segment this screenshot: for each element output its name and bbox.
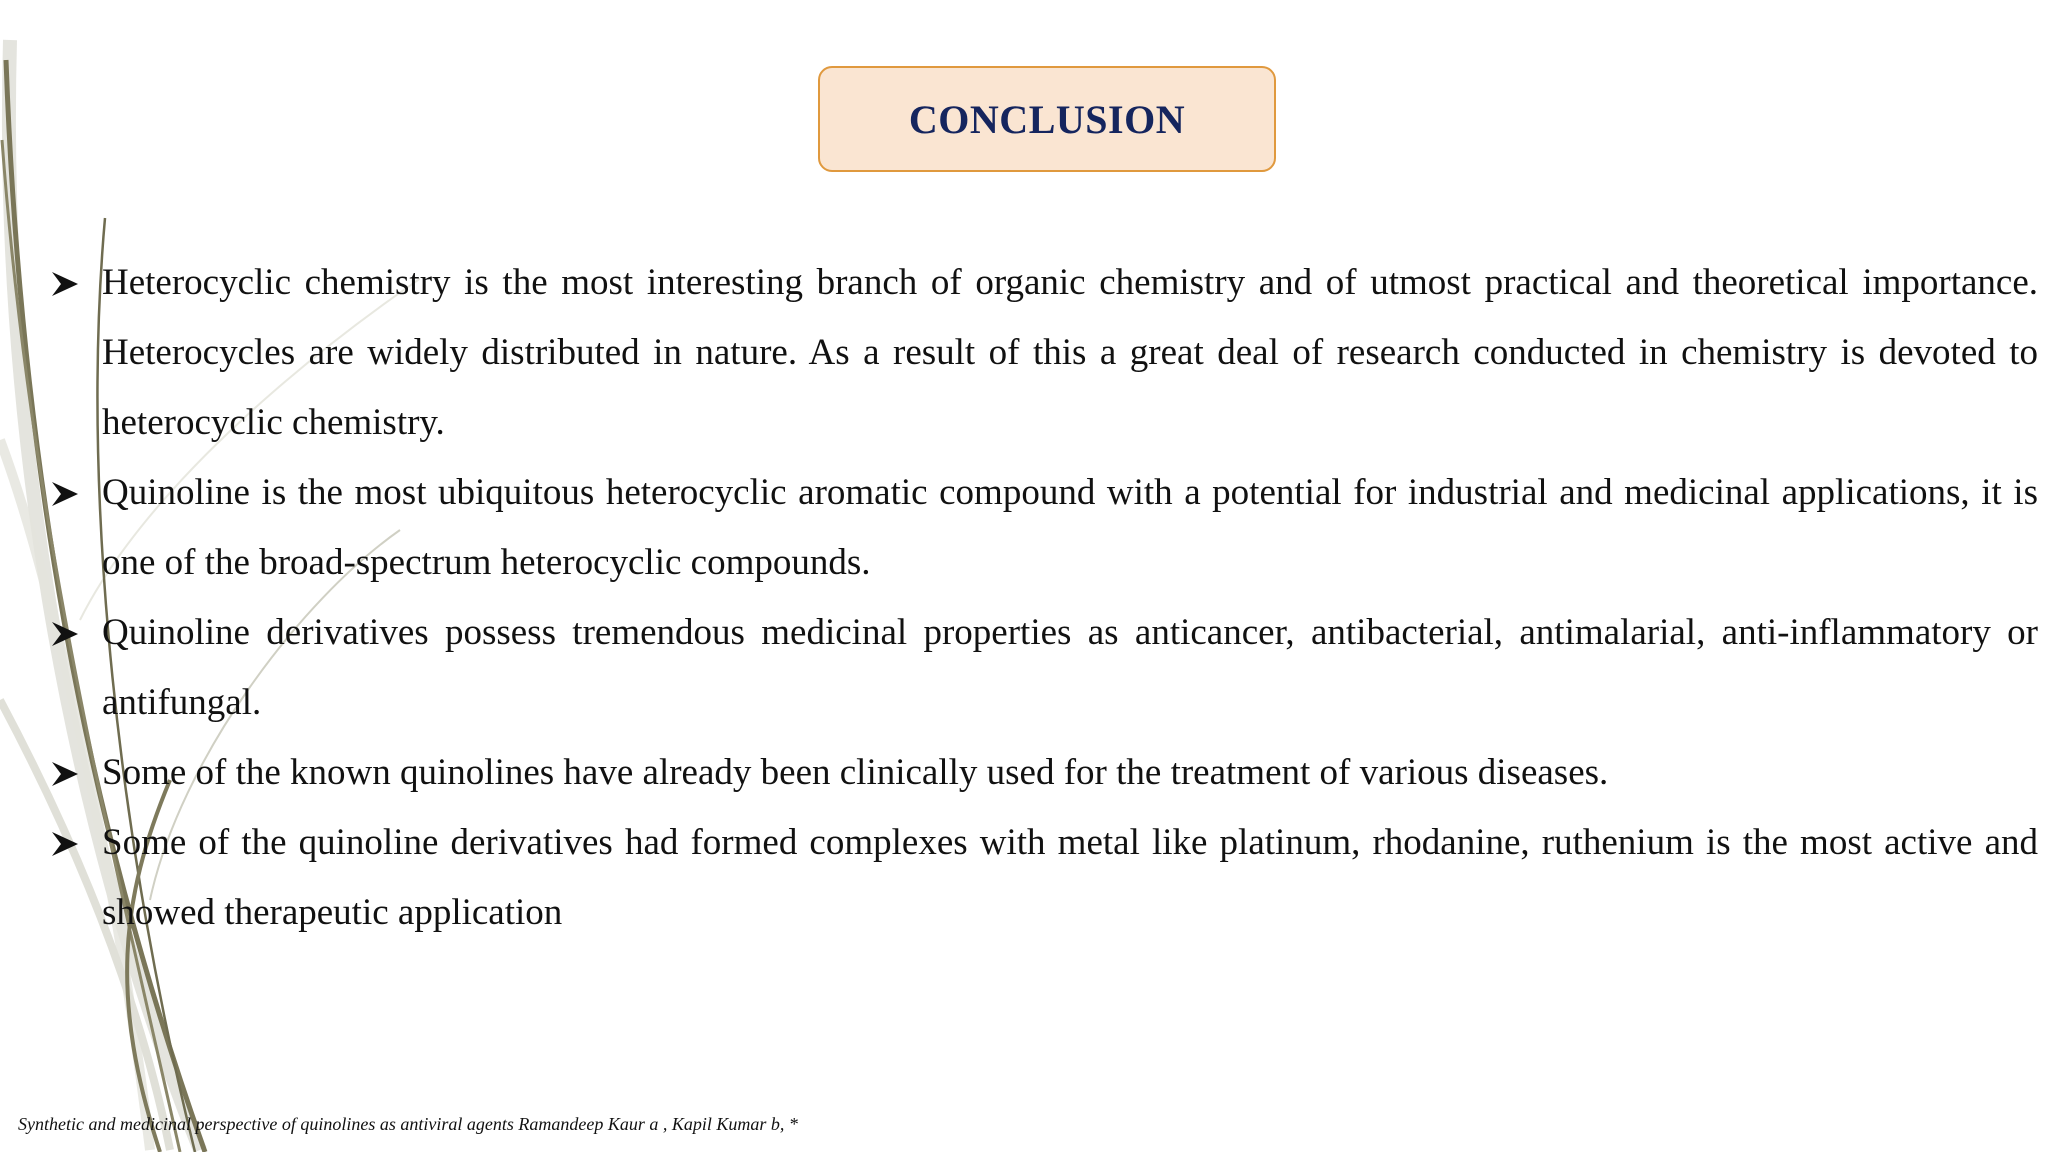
bullet-list <box>52 248 2038 948</box>
bullet-item <box>52 738 2038 808</box>
bullet-text: Some of the quinoline derivatives had formed complexes with metal like platinum, rhodanine, ruthenium is the most active and showed therapeutic application <box>102 822 2038 933</box>
arrowhead-bullet-icon <box>52 482 78 506</box>
bullet-text: Heterocyclic chemistry is the most interesting branch of organic chemistry and of utmost practical and theoretical importance. Heterocycles are widely distributed in nature. As a result of this a great deal of research conducted in chemistry is devoted to heterocyclic chemistry. <box>102 262 2038 443</box>
bullet-item <box>52 458 2038 598</box>
arrowhead-bullet-icon <box>52 272 78 296</box>
bullet-text: Quinoline derivatives possess tremendous medicinal properties as anticancer, antibacterial, antimalarial, anti-inflammatory or antifungal. <box>102 612 2038 723</box>
slide-title: CONCLUSION <box>908 96 1186 142</box>
bullet-text: Some of the known quinolines have already been clinically used for the treatment of various diseases. <box>102 752 1609 793</box>
bullet-item <box>52 808 2038 948</box>
title-box <box>818 66 1276 172</box>
bullet-text: Quinoline is the most ubiquitous heterocyclic aromatic compound with a potential for industrial and medicinal applications, it is one of the broad-spectrum heterocyclic compounds. <box>102 472 2038 583</box>
bullet-item <box>52 598 2038 738</box>
arrowhead-bullet-icon <box>52 622 78 646</box>
bullet-item <box>52 248 2038 458</box>
citation-footnote: Synthetic and medicinal perspective of quinolines as antiviral agents Ramandeep Kaur a , Kapil Kumar b, * <box>18 1114 798 1134</box>
arrowhead-bullet-icon <box>52 832 78 856</box>
arrowhead-bullet-icon <box>52 762 78 786</box>
